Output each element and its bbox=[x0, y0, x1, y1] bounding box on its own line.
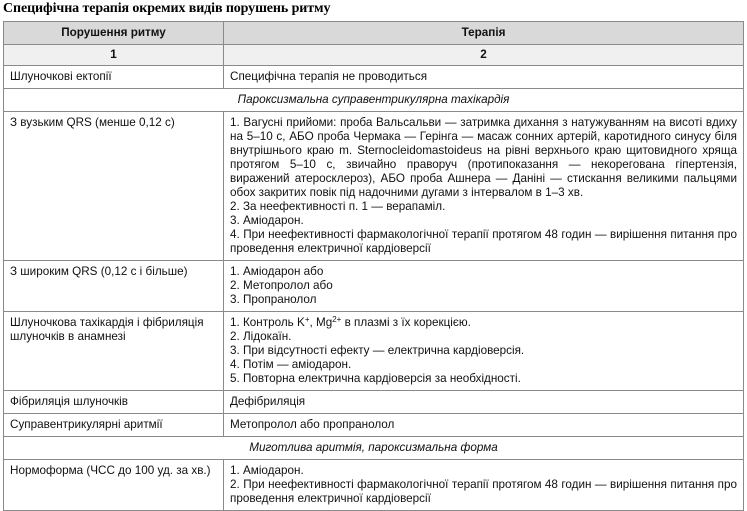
disorder-cell: Суправентрикулярні аритмії bbox=[4, 414, 224, 437]
table-row bbox=[4, 261, 744, 312]
table-row bbox=[4, 414, 744, 437]
column-number-2: 2 bbox=[224, 45, 744, 66]
therapy-step: 1. Вагусні прийоми: проба Вальсальви — затримка дихання з натужуванням на висоті вдиху на 5–10 с, АБО проба Чермака — Герінга — масаж сонних артерій, каротидного синусу біля внутрішнього краю m. Sternocleidomastoideus на рівні верхнього краю щитовидного хряща протягом 5–10 с, звичайно праворуч (протипоказання — некорегована гіпертензія, виражений атеросклероз), АБО проба Ашнера — Даніні — стискання великими пальцями обох закритих повік під надочними дугами з інтервалом в 1–3 хв. bbox=[230, 116, 737, 199]
column-header-disorder: Порушення ритму bbox=[4, 22, 224, 45]
disorder-cell: Шлуночкові ектопії bbox=[4, 66, 224, 89]
section-heading: Миготлива аритмія, пароксизмальна форма bbox=[4, 437, 744, 460]
therapy-step: 2. Лідокаїн. bbox=[230, 330, 292, 343]
table-title: Специфічна терапія окремих видів порушень ритму bbox=[3, 1, 331, 16]
arrhythmia-therapy-table bbox=[3, 21, 744, 511]
table-row bbox=[4, 66, 744, 89]
column-header-therapy: Терапія bbox=[224, 22, 744, 45]
therapy-cell bbox=[224, 460, 744, 511]
disorder-cell: Фібриляція шлуночків bbox=[4, 391, 224, 414]
therapy-step: 3. Аміодарон. bbox=[230, 214, 304, 227]
therapy-cell bbox=[224, 261, 744, 312]
therapy-cell: Специфічна терапія не проводиться bbox=[224, 66, 744, 89]
therapy-step: 3. При відсутності ефекту — електрична кардіоверсія. bbox=[230, 344, 525, 357]
table-row bbox=[4, 391, 744, 414]
table-row bbox=[4, 460, 744, 511]
section-row bbox=[4, 89, 744, 112]
therapy-cell: Метопролол або пропранолол bbox=[224, 414, 744, 437]
therapy-step: 4. Потім — аміодарон. bbox=[230, 358, 352, 371]
therapy-step: 1. Контроль K+, $Mg^{2+}$ в плазмі з їх корекцією. bbox=[230, 315, 471, 329]
therapy-step: 2. При неефективності фармакологічної терапії протягом 48 годин — вирішення питання про проведення електричної кардіоверсії bbox=[230, 478, 737, 505]
disorder-cell: Шлуночкова тахікардія і фібриляція шлуночків в анамнезі bbox=[4, 312, 224, 391]
therapy-step: 4. При неефективності фармакологічної терапії протягом 48 годин — вирішення питання про проведення електричної кардіоверсії bbox=[230, 228, 737, 255]
therapy-step: 2. За неефективності п. 1 — верапаміл. bbox=[230, 200, 446, 213]
therapy-step: 3. Пропранолол bbox=[230, 293, 317, 306]
disorder-cell: З вузьким QRS (менше 0,12 с) bbox=[4, 112, 224, 261]
therapy-step: 5. Повторна електрична кардіоверсія за необхідності. bbox=[230, 372, 521, 385]
therapy-step: 1. Аміодарон або bbox=[230, 265, 324, 278]
therapy-cell: Дефібриляція bbox=[224, 391, 744, 414]
disorder-cell: З широким QRS (0,12 с і більше) bbox=[4, 261, 224, 312]
table-row bbox=[4, 112, 744, 261]
therapy-cell bbox=[224, 312, 744, 391]
header-row bbox=[4, 22, 744, 45]
table-row bbox=[4, 312, 744, 391]
therapy-cell bbox=[224, 112, 744, 261]
section-heading: Пароксизмальна суправентрикулярна тахікардія bbox=[4, 89, 744, 112]
column-number-1: 1 bbox=[4, 45, 224, 66]
disorder-cell: Нормоформа (ЧСС до 100 уд. за хв.) bbox=[4, 460, 224, 511]
therapy-step: 2. Метопролол або bbox=[230, 279, 333, 292]
column-number-row bbox=[4, 45, 744, 66]
therapy-step: 1. Аміодарон. bbox=[230, 464, 304, 477]
section-row bbox=[4, 437, 744, 460]
